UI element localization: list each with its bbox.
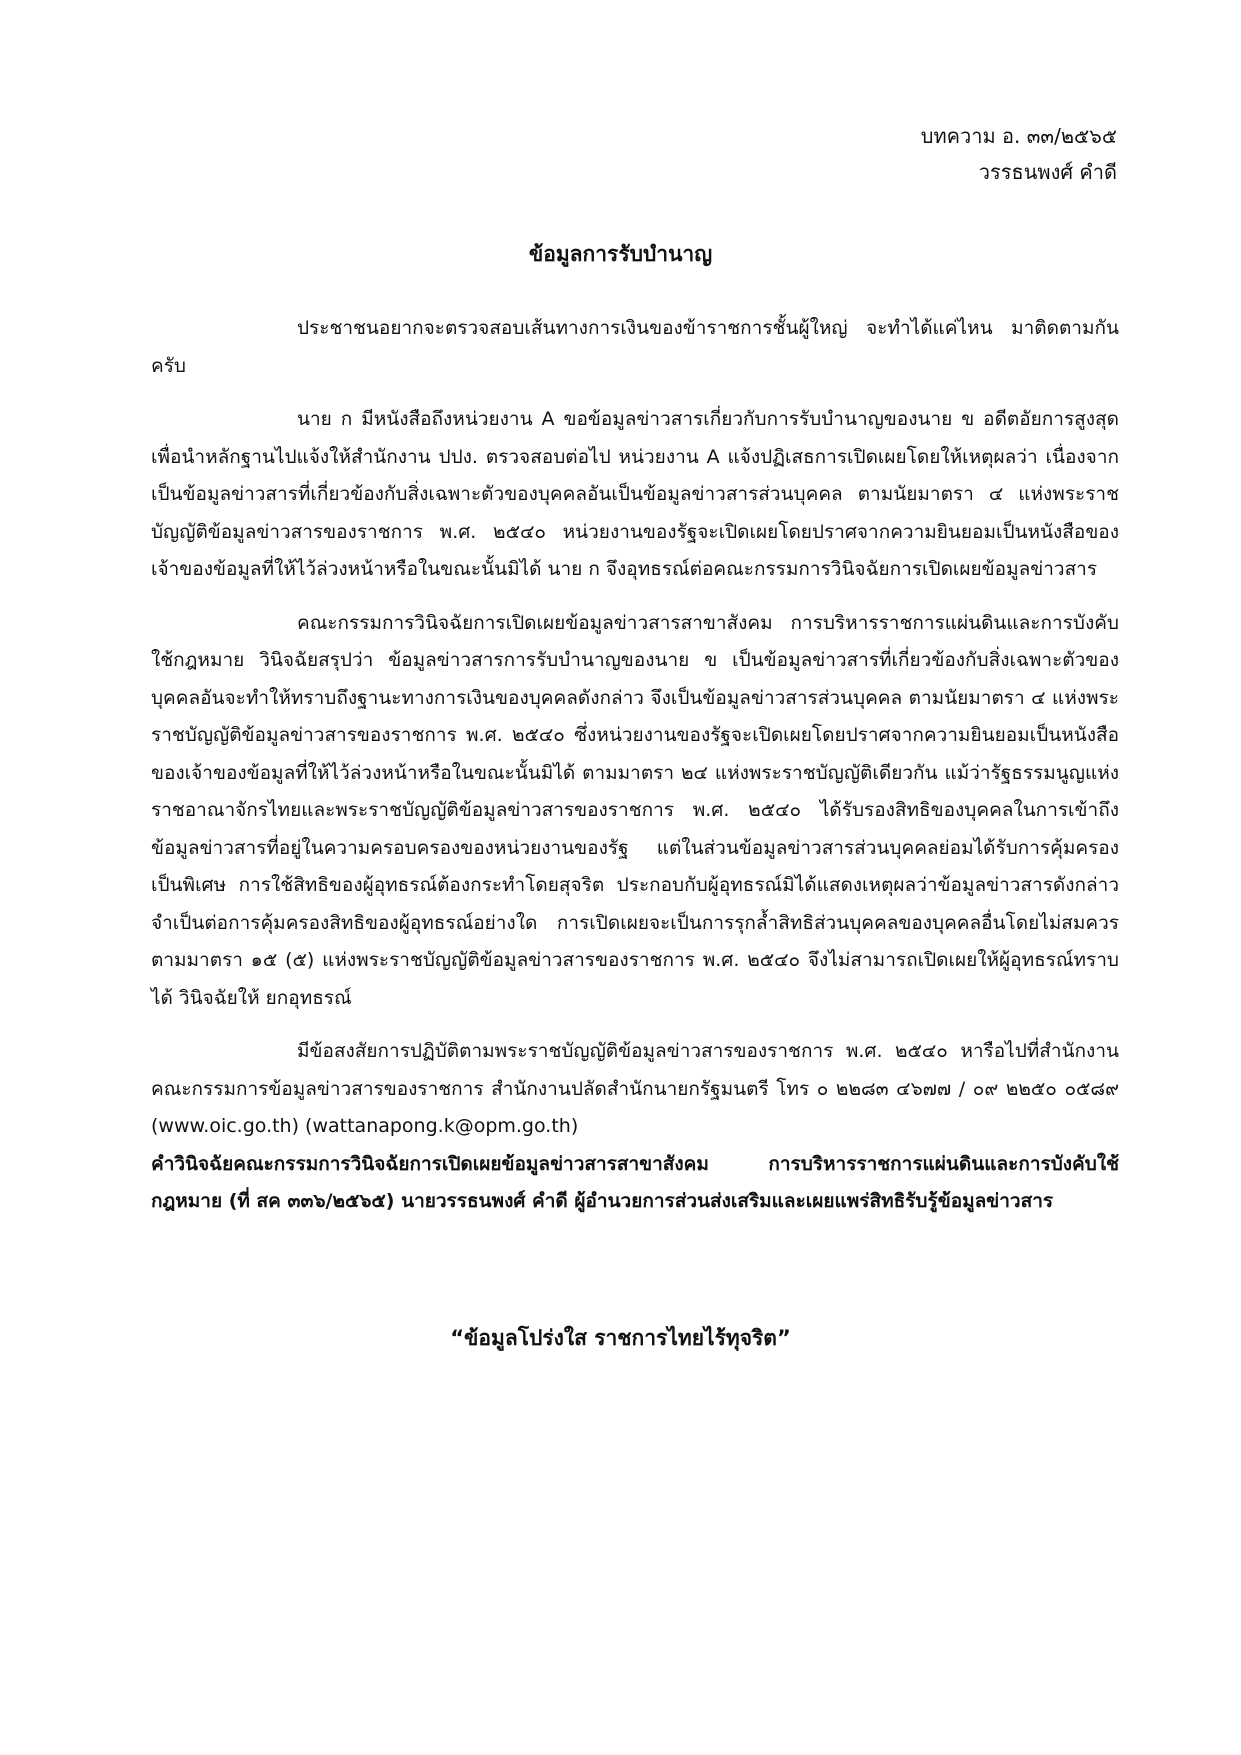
header-reference-block <box>921 118 1117 190</box>
document-title: ข้อมูลการรับบำนาญ <box>528 242 713 266</box>
ruling-paragraph: คณะกรรมการวินิจฉัยการเปิดเผยข้อมูลข่าวสารสาขาสังคม การบริหารราชการแผ่นดินและการบังคับใช้กฎหมาย วินิจฉัยสรุปว่า ข้อมูลข่าวสารการรับบำนาญของนาย ข เป็นข้อมูลข่าวสารที่เกี่ยวข้องกับสิ่งเฉพาะตัวของบุคคลอันจะทำให้ทราบถึงฐานะทางการเงินของบุคคลดังกล่าว จึงเป็นข้อมูลข่าวสารส่วนบุคคล ตามนัยมาตรา ๔ แห่งพระราชบัญญัติข้อมูลข่าวสารของราชการ พ.ศ. ๒๕๔๐ ซึ่งหน่วยงานของรัฐจะเปิดเผยโดยปราศจากความยินยอมเป็นหนังสือของเจ้าของข้อมูลที่ให้ไว้ล่วงหน้าหรือในขณะนั้นมิได้ ตามมาตรา ๒๔ แห่งพระราชบัญญัติเดียวกัน แม้ว่ารัฐธรรมนูญแห่งราชอาณาจักรไทยและพระราชบัญญัติข้อมูลข่าวสารของราชการ พ.ศ. ๒๕๔๐ ได้รับรองสิทธิของบุคคลในการเข้าถึงข้อมูลข่าวสารที่อยู่ในความครอบครองของหน่วยงานของรัฐ แต่ในส่วนข้อมูลข่าวสารส่วนบุคคลย่อมได้รับการคุ้มครองเป็นพิเศษ การใช้สิทธิของผู้อุทธรณ์ต้องกระทำโดยสุจริต ประกอบกับผู้อุทธรณ์มิได้แสดงเหตุผลว่าข้อมูลข่าวสารดังกล่าวจำเป็นต่อการคุ้มครองสิทธิของผู้อุทธรณ์อย่างใด การเปิดเผยจะเป็นการรุกล้ำสิทธิส่วนบุคคลของบุคคลอื่นโดยไม่สมควร ตามมาตรา ๑๕ (๕) แห่งพระราชบัญญัติข้อมูลข่าวสารของราชการ พ.ศ. ๒๕๔๐ จึงไม่สามารถเปิดเผยให้ผู้อุทธรณ์ทราบได้ วินิจฉัยให้ ยกอุทธรณ์ <box>151 611 1119 1009</box>
article-reference: บทความ อ. ๓๓/๒๕๖๕ <box>920 124 1117 148</box>
intro-paragraph: ประชาชนอยากจะตรวจสอบเส้นทางการเงินของข้าราชการชั้นผู้ใหญ่ จะทำได้แค่ไหน มาติดตามกันครับ <box>151 317 1119 377</box>
document-body <box>151 310 1119 1221</box>
author-name: วรรธนพงศ์ คำดี <box>978 160 1117 184</box>
credit-paragraph: คำวินิจฉัยคณะกรรมการวินิจฉัยการเปิดเผยข้อมูลข่าวสารสาขาสังคม การบริหารราชการแผ่นดินและการบังคับใช้กฎหมาย (ที่ สค ๓๓๖/๒๕๖๕) นายวรรธนพงศ์ คำดี ผู้อำนวยการส่วนส่งเสริมและเผยแพร่สิทธิรับรู้ข้อมูลข่าวสาร <box>151 1152 1119 1212</box>
case-facts-paragraph: นาย ก มีหนังสือถึงหน่วยงาน A ขอข้อมูลข่าวสารเกี่ยวกับการรับบำนาญของนาย ข อดีตอัยการสูงสุด เพื่อนำหลักฐานไปแจ้งให้สำนักงาน ปปง. ตรวจสอบต่อไป หน่วยงาน A แจ้งปฏิเสธการเปิดเผยโดยให้เหตุผลว่า เนื่องจากเป็นข้อมูลข่าวสารที่เกี่ยวข้องกับสิ่งเฉพาะตัวของบุคคลอันเป็นข้อมูลข่าวสารส่วนบุคคล ตามนัยมาตรา ๔ แห่งพระราชบัญญัติข้อมูลข่าวสารของราชการ พ.ศ. ๒๕๔๐ หน่วยงานของรัฐจะเปิดเผยโดยปราศจากความยินยอมเป็นหนังสือของเจ้าของข้อมูลที่ให้ไว้ล่วงหน้าหรือในขณะนั้นมิได้ นาย ก จึงอุทธรณ์ต่อคณะกรรมการวินิจฉัยการเปิดเผยข้อมูลข่าวสาร <box>151 408 1119 580</box>
slogan: “ข้อมูลโปร่งใส ราชการไทยไร้ทุจริต” <box>450 1326 791 1350</box>
contact-paragraph: มีข้อสงสัยการปฏิบัติตามพระราชบัญญัติข้อมูลข่าวสารของราชการ พ.ศ. ๒๕๔๐ หารือไปที่สำนักงานคณะกรรมการข้อมูลข่าวสารของราชการ สำนักงานปลัดสำนักนายกรัฐมนตรี โทร ๐ ๒๒๘๓ ๔๖๗๗ / ๐๙ ๒๒๕๐ ๐๕๘๙ (www.oic.go.th) (wattanapong.k@opm.go.th) <box>151 1040 1119 1137</box>
